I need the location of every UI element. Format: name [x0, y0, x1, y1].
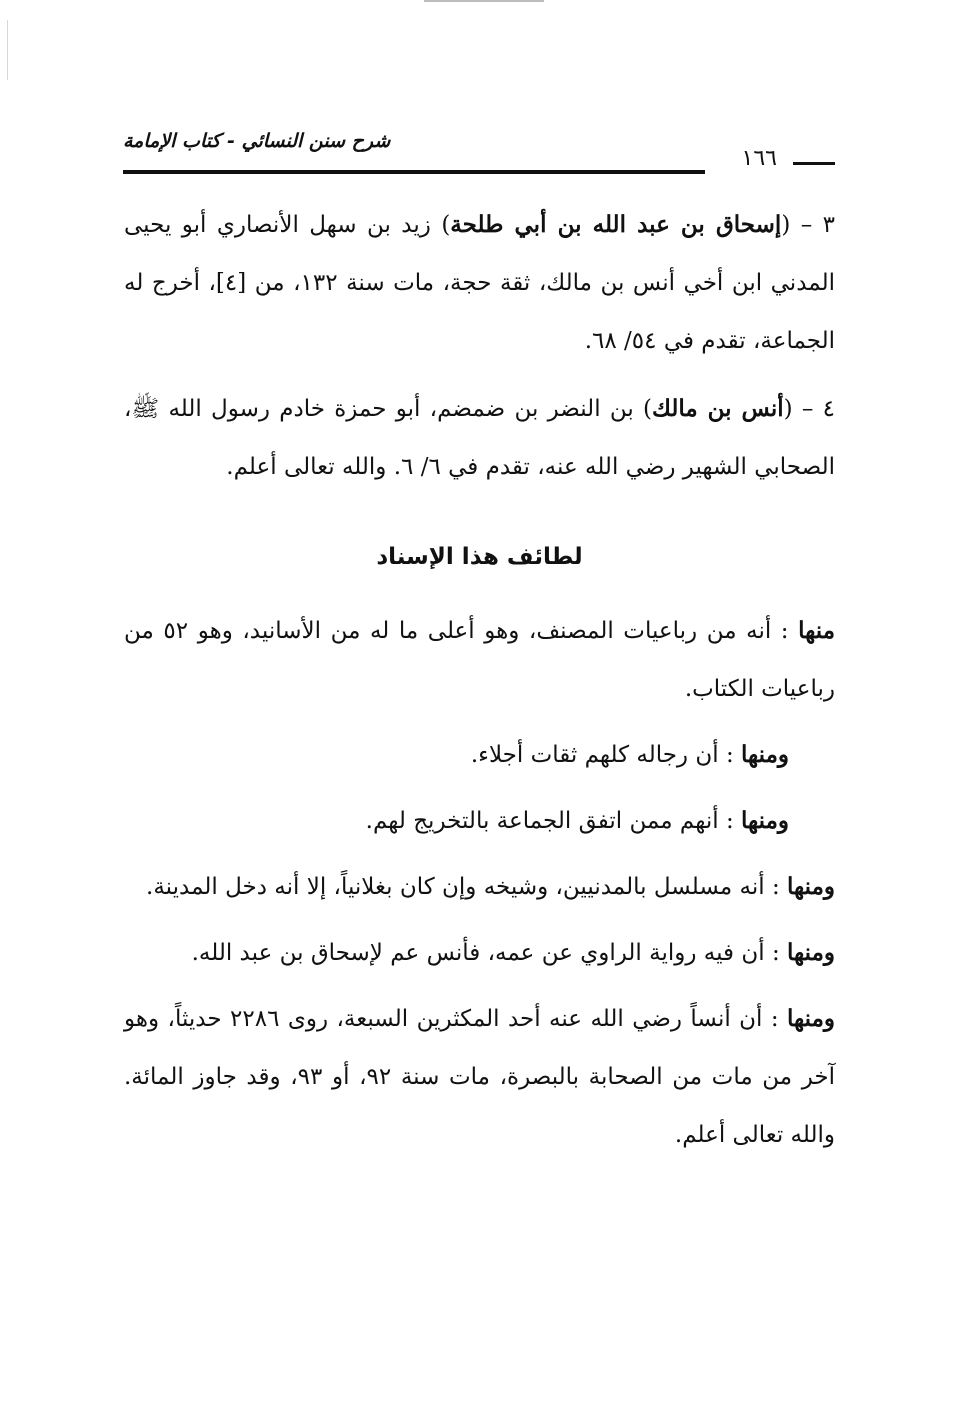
entry-number: ٤ – [801, 396, 836, 422]
benefit-lead: ومنها [787, 873, 835, 900]
benefit-lead: ومنها [787, 939, 835, 966]
header-rule [123, 170, 705, 174]
page-header [123, 128, 835, 180]
narrator-text: زيد بن سهل الأنصاري أبو يحيى المدني ابن أخي أنس بن مالك، ثقة حجة، مات سنة ١٣٢، من [٤]، أخرج له الجماعة، تقدم في ٥٤/ ٦٨. [124, 212, 835, 354]
benefit-item [124, 858, 835, 916]
running-title: شرح سنن النسائي - كتاب الإمامة [123, 130, 391, 152]
page-number-dash [793, 162, 835, 165]
benefit-item [124, 726, 835, 784]
benefit-item [124, 990, 835, 1164]
benefit-text: : أن أنساً رضي الله عنه أحد المكثرين السبعة، روى ٢٢٨٦ حديثاً، وهو آخر من مات من الصحابة بالبصرة، مات سنة ٩٢، أو ٩٣، وقد جاوز المائة. والله تعالى أعلم. [124, 1006, 836, 1148]
page-body [124, 196, 835, 1172]
paren-close: ) [441, 212, 451, 238]
top-rule [424, 0, 544, 2]
closing-formula: والله تعالى أعلم. [226, 454, 387, 480]
benefit-text: : أنه من رباعيات المصنف، وهو أعلى ما له من الأسانيد، وهو ٥٢ من رباعيات الكتاب. [124, 618, 835, 702]
benefit-text: : أنه مسلسل بالمدنيين، وشيخه وإن كان بغلانياً، إلا أنه دخل المدينة. [146, 874, 780, 900]
benefit-lead: ومنها [741, 807, 789, 834]
benefit-lead: ومنها [741, 741, 789, 768]
scan-edge-mark [7, 20, 8, 80]
benefit-lead: منها [798, 617, 836, 644]
page-number: ١٦٦ [741, 146, 777, 171]
paren-close: ) [643, 396, 652, 422]
entry-number: ٣ – [800, 212, 835, 238]
benefit-text: : أن رجاله كلهم ثقات أجلاء. [470, 742, 734, 768]
paren-open: ( [783, 396, 793, 422]
narrator-text: بن النضر بن ضمضم، أبو حمزة خادم رسول الله ﷺ، الصحابي الشهير رضي الله عنه، تقدم في ٦/ ٦. [124, 396, 835, 480]
paren-open: ( [781, 212, 791, 238]
benefit-text: : أن فيه رواية الراوي عن عمه، فأنس عم لإسحاق بن عبد الله. [191, 940, 780, 966]
narrator-entry [124, 196, 835, 370]
section-heading: لطائف هذا الإسناد [376, 544, 583, 570]
benefit-item [124, 924, 835, 982]
benefit-item [124, 602, 835, 718]
benefit-text: : أنهم ممن اتفق الجماعة بالتخريج لهم. [365, 808, 734, 834]
benefit-lead: ومنها [787, 1005, 835, 1032]
benefit-item [124, 792, 835, 850]
narrator-name: إسحاق بن عبد الله بن أبي طلحة [450, 211, 782, 238]
narrator-entry [124, 380, 835, 496]
narrator-name: أنس بن مالك [652, 395, 784, 422]
